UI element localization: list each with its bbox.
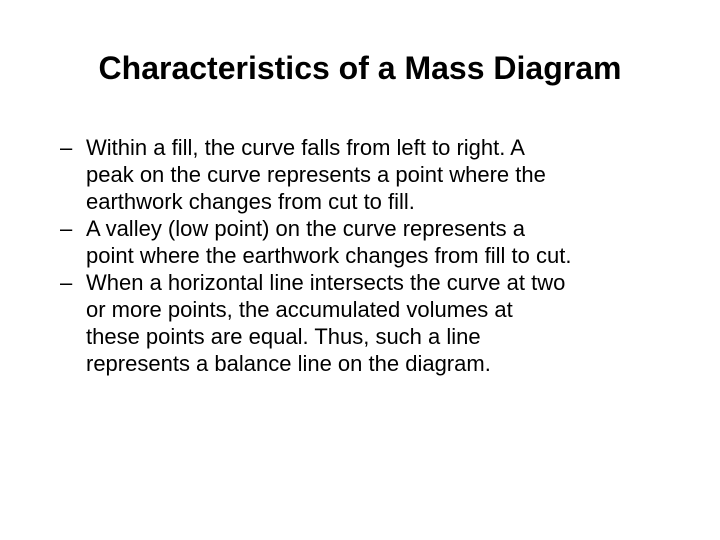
slide-title: Characteristics of a Mass Diagram	[98, 50, 622, 86]
dash-bullet-icon: –	[60, 216, 73, 241]
bullet-item-fill	[60, 134, 710, 215]
bullet-text: A valley (low point) on the curve represents a point where the earthwork changes from fill to cut.	[86, 216, 572, 268]
dash-bullet-icon: –	[60, 270, 73, 295]
bullet-text: When a horizontal line intersects the curve at two or more points, the accumulated volumes at these points are equal. Thus, such a line represents a balance line on the diagram.	[86, 270, 566, 376]
bullet-item-balance-line	[60, 269, 710, 377]
dash-bullet-icon: –	[60, 135, 73, 160]
bullet-text: Within a fill, the curve falls from left to right. A peak on the curve represents a point where the earthwork changes from cut to fill.	[86, 135, 546, 214]
bullet-list	[60, 134, 710, 377]
bullet-item-valley	[60, 215, 710, 269]
